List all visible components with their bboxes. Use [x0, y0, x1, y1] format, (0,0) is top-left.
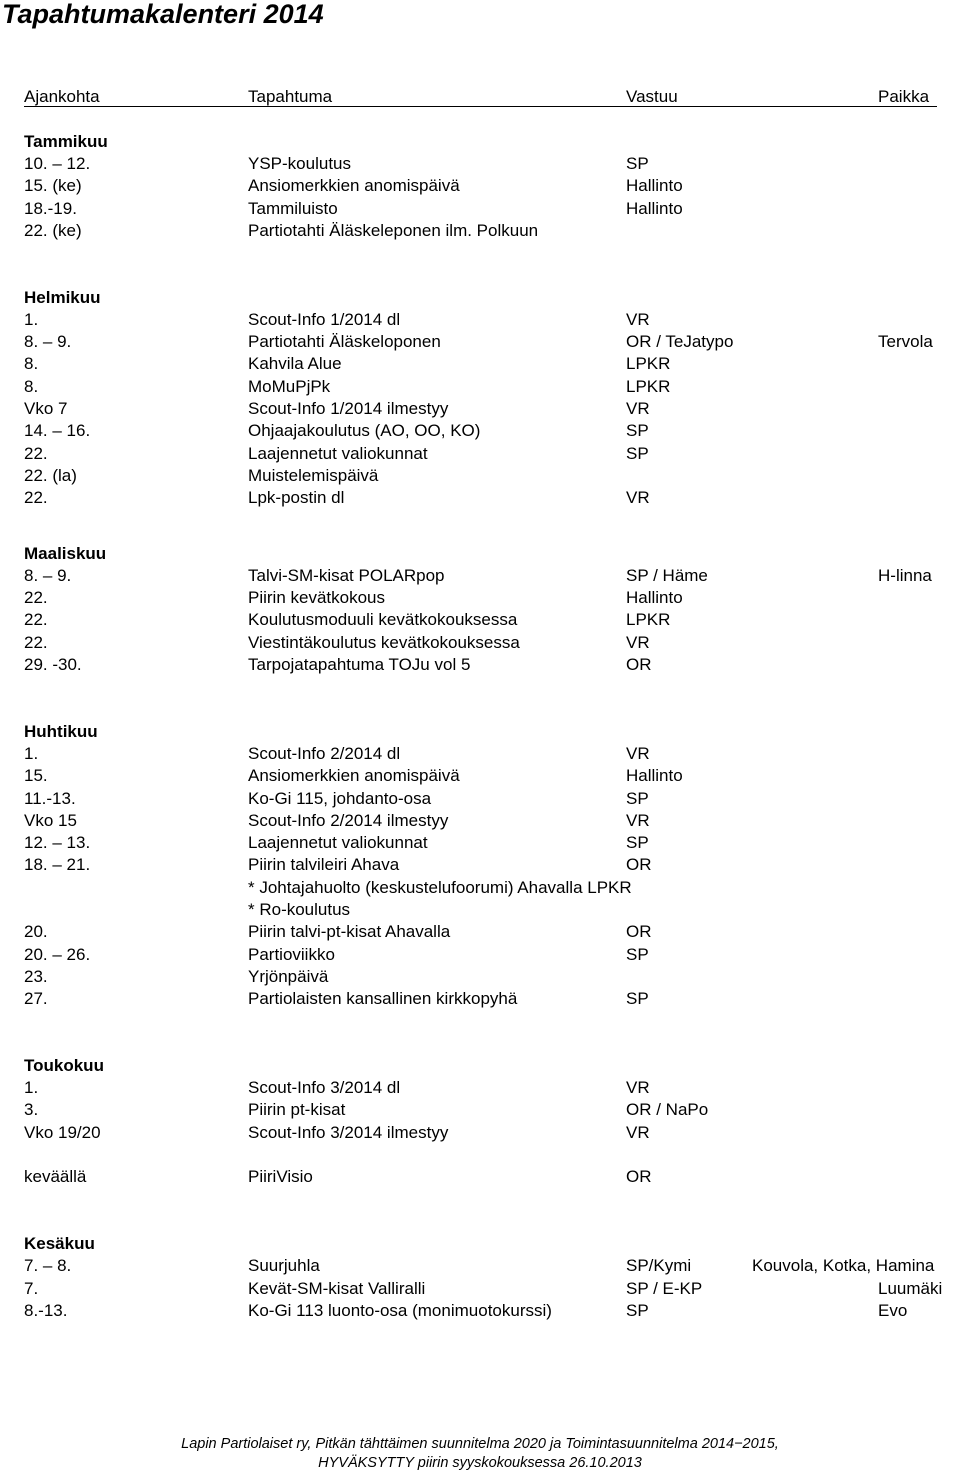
event-row	[0, 765, 960, 787]
event-row	[0, 1255, 960, 1277]
event-responsible: SP	[626, 989, 649, 1009]
event-date: 1.	[24, 1078, 39, 1098]
event-name: Ansiomerkkien anomispäivä	[248, 176, 460, 196]
event-date: 22. (ke)	[24, 220, 82, 240]
event-responsible: SP	[626, 154, 649, 173]
calendar-body	[0, 131, 960, 1322]
month-heading: Maaliskuu	[24, 543, 107, 563]
event-name: Partioviikko	[248, 944, 335, 964]
event-name: Koulutusmoduuli kevätkokouksessa	[248, 610, 518, 630]
event-responsible: Hallinto	[626, 176, 683, 196]
event-name: Partiotahti Äläskeleponen ilm. Polkuun	[248, 220, 539, 240]
event-responsible: OR	[626, 855, 652, 875]
event-name: Ansiomerkkien anomispäivä	[248, 766, 460, 786]
event-date: 22.	[24, 588, 48, 608]
column-header-tapahtuma: Tapahtuma	[248, 87, 333, 106]
event-responsible: VR	[626, 1122, 650, 1142]
header-underline	[24, 106, 937, 107]
month-heading: Huhtikuu	[24, 721, 98, 741]
event-name: Laajennetut valiokunnat	[248, 443, 428, 463]
event-date: 29. -30.	[24, 655, 82, 675]
footer	[0, 1435, 960, 1473]
event-responsible: SP	[626, 443, 649, 463]
event-date: 8.	[24, 354, 39, 374]
event-date: 8. – 9.	[24, 565, 72, 585]
event-row	[0, 654, 960, 676]
event-date: 22.	[24, 443, 48, 463]
event-name: Piirin kevätkokous	[248, 588, 386, 608]
page-title: Tapahtumakalenteri 2014	[2, 0, 324, 29]
column-header-vastuu: Vastuu	[626, 87, 678, 106]
event-row	[0, 632, 960, 654]
event-name: * Johtajahuolto (keskustelufoorumi) Ahavalla LPKR	[248, 877, 632, 897]
event-name: PiiriVisio	[248, 1167, 313, 1187]
event-date: 22.	[24, 610, 48, 630]
event-row	[0, 810, 960, 832]
event-row	[0, 944, 960, 966]
event-row	[0, 420, 960, 442]
event-responsible: VR	[626, 1078, 650, 1098]
event-row	[0, 465, 960, 487]
event-date: Vko 7	[24, 398, 68, 418]
event-date: 8.	[24, 376, 39, 396]
event-row	[0, 153, 960, 175]
footer-line-2: HYVÄKSYTTY piirin syyskokouksessa 26.10.2013	[318, 1455, 642, 1471]
event-responsible: SP / Häme	[626, 565, 708, 585]
event-responsible: VR	[626, 632, 650, 652]
event-responsible: Hallinto	[626, 766, 683, 786]
event-date: 22.	[24, 488, 48, 508]
event-responsible: VR	[626, 398, 650, 418]
event-responsible: VR	[626, 309, 650, 329]
event-name: Talvi-SM-kisat POLARpop	[248, 565, 445, 585]
event-name: Kahvila Alue	[248, 354, 342, 374]
event-row	[0, 353, 960, 375]
event-row	[0, 788, 960, 810]
event-responsible: VR	[626, 743, 650, 763]
event-responsible: SP	[626, 788, 649, 808]
event-responsible: SP	[626, 944, 649, 964]
event-row	[0, 443, 960, 465]
event-date: 22. (la)	[24, 465, 77, 485]
event-date: 1.	[24, 743, 39, 763]
event-row	[0, 877, 960, 899]
event-row	[0, 1122, 960, 1144]
event-row	[0, 1077, 960, 1099]
month-section	[0, 543, 960, 721]
event-place: Luumäki	[878, 1278, 943, 1298]
month-section	[0, 1233, 960, 1322]
event-name: Scout-Info 1/2014 ilmestyy	[248, 398, 449, 418]
month-section	[0, 131, 960, 287]
event-row	[0, 743, 960, 765]
event-responsible: OR / TeJatypo	[626, 332, 734, 352]
event-row	[0, 854, 960, 876]
event-name: Partiotahti Äläskeloponen	[248, 332, 441, 352]
event-date: 7. – 8.	[24, 1256, 72, 1276]
event-row	[0, 1278, 960, 1300]
event-row	[0, 331, 960, 353]
event-date: 20.	[24, 922, 48, 942]
month-heading: Helmikuu	[24, 287, 101, 307]
event-row	[0, 587, 960, 609]
event-date: 23.	[24, 966, 48, 986]
event-row	[0, 565, 960, 587]
event-date: 15.	[24, 766, 48, 786]
event-name: Piirin pt-kisat	[248, 1100, 346, 1120]
footer-line-1: Lapin Partiolaiset ry, Pitkän tähttäimen suunnitelma 2020 ja Toimintasuunnitelma 2014−2015,	[181, 1436, 779, 1452]
month-section	[0, 721, 960, 1055]
event-place: Evo	[878, 1300, 908, 1320]
event-name: Scout-Info 3/2014 dl	[248, 1078, 401, 1098]
event-place: Kouvola, Kotka, Hamina	[752, 1256, 935, 1276]
column-header-paikka: Paikka	[878, 87, 930, 106]
event-responsible: OR	[626, 1167, 652, 1187]
event-date: 12. – 13.	[24, 833, 91, 853]
section-spacer	[0, 509, 960, 542]
event-date: 8.-13.	[24, 1300, 68, 1320]
event-name: Scout-Info 2/2014 ilmestyy	[248, 810, 449, 830]
event-place: H-linna	[878, 565, 932, 585]
event-date: 10. – 12.	[24, 154, 91, 173]
blank-row	[0, 1144, 960, 1166]
event-name: Lpk-postin dl	[248, 488, 345, 508]
event-date: 18. – 21.	[24, 855, 91, 875]
event-date: Vko 19/20	[24, 1122, 101, 1142]
event-name: Ko-Gi 115, johdanto-osa	[248, 788, 432, 808]
event-date: 22.	[24, 632, 48, 652]
event-responsible: OR	[626, 922, 652, 942]
event-responsible: VR	[626, 810, 650, 830]
event-responsible: SP	[626, 421, 649, 441]
month-heading: Toukokuu	[24, 1056, 104, 1076]
event-date: Vko 15	[24, 810, 77, 830]
event-responsible: OR	[626, 655, 652, 675]
event-name: Ko-Gi 113 luonto-osa (monimuotokurssi)	[248, 1300, 552, 1320]
month-heading: Kesäkuu	[24, 1234, 95, 1254]
event-responsible: LPKR	[626, 376, 671, 396]
event-row	[0, 966, 960, 988]
event-name: Laajennetut valiokunnat	[248, 833, 428, 853]
event-responsible: SP/Kymi	[626, 1256, 692, 1276]
event-date: 8. – 9.	[24, 332, 72, 352]
event-name: Viestintäkoulutus kevätkokouksessa	[248, 632, 520, 652]
section-spacer	[0, 676, 960, 721]
event-row	[0, 175, 960, 197]
event-name: Tarpojatapahtuma TOJu vol 5	[248, 655, 471, 675]
event-row	[0, 309, 960, 331]
event-name: Kevät-SM-kisat Valliralli	[248, 1278, 426, 1298]
section-spacer	[0, 1189, 960, 1234]
month-section	[0, 287, 960, 543]
event-row	[0, 832, 960, 854]
event-responsible: OR / NaPo	[626, 1100, 709, 1120]
event-name: Scout-Info 2/2014 dl	[248, 743, 401, 763]
event-row	[0, 1166, 960, 1188]
event-responsible: LPKR	[626, 610, 671, 630]
event-responsible: LPKR	[626, 354, 671, 374]
event-name: Ohjaajakoulutus (AO, OO, KO)	[248, 421, 481, 441]
event-date: 7.	[24, 1278, 39, 1298]
event-row	[0, 1300, 960, 1322]
event-date: 1.	[24, 309, 39, 329]
event-name: Muistelemispäivä	[248, 465, 379, 485]
month-section	[0, 1055, 960, 1233]
event-date: 14. – 16.	[24, 421, 91, 441]
event-responsible: Hallinto	[626, 198, 683, 218]
event-responsible: VR	[626, 488, 650, 508]
event-name: * Ro-koulutus	[248, 900, 351, 920]
event-date: 3.	[24, 1100, 39, 1120]
event-row	[0, 398, 960, 420]
event-date: 20. – 26.	[24, 944, 91, 964]
event-row	[0, 921, 960, 943]
section-spacer	[0, 242, 960, 287]
event-row	[0, 376, 960, 398]
event-row	[0, 1099, 960, 1121]
event-name: Yrjönpäivä	[248, 966, 329, 986]
event-name: Suurjuhla	[248, 1256, 320, 1276]
event-date: 15. (ke)	[24, 176, 82, 196]
event-name: Piirin talvileiri Ahava	[248, 855, 400, 875]
event-name: Partiolaisten kansallinen kirkkopyhä	[248, 989, 518, 1009]
event-name: MoMuPjPk	[248, 376, 331, 396]
month-heading: Tammikuu	[24, 132, 108, 151]
event-row	[0, 220, 960, 242]
event-place: Tervola	[878, 332, 933, 352]
event-name: Piirin talvi-pt-kisat Ahavalla	[248, 922, 451, 942]
event-name: Tammiluisto	[248, 198, 338, 218]
event-responsible: SP	[626, 1300, 649, 1320]
event-date: keväällä	[24, 1167, 87, 1187]
event-name: Scout-Info 3/2014 ilmestyy	[248, 1122, 449, 1142]
event-date: 11.-13.	[24, 788, 76, 808]
event-row	[0, 198, 960, 220]
event-responsible: SP / E-KP	[626, 1278, 703, 1298]
event-row	[0, 609, 960, 631]
event-name: Scout-Info 1/2014 dl	[248, 309, 401, 329]
event-row	[0, 487, 960, 509]
section-spacer	[0, 1011, 960, 1056]
column-header-ajankohta: Ajankohta	[24, 87, 100, 106]
event-responsible: SP	[626, 833, 649, 853]
event-responsible: Hallinto	[626, 588, 683, 608]
event-date: 18.-19.	[24, 198, 77, 218]
event-row	[0, 988, 960, 1010]
event-row	[0, 899, 960, 921]
event-date: 27.	[24, 989, 48, 1009]
event-name: YSP-koulutus	[248, 154, 351, 173]
